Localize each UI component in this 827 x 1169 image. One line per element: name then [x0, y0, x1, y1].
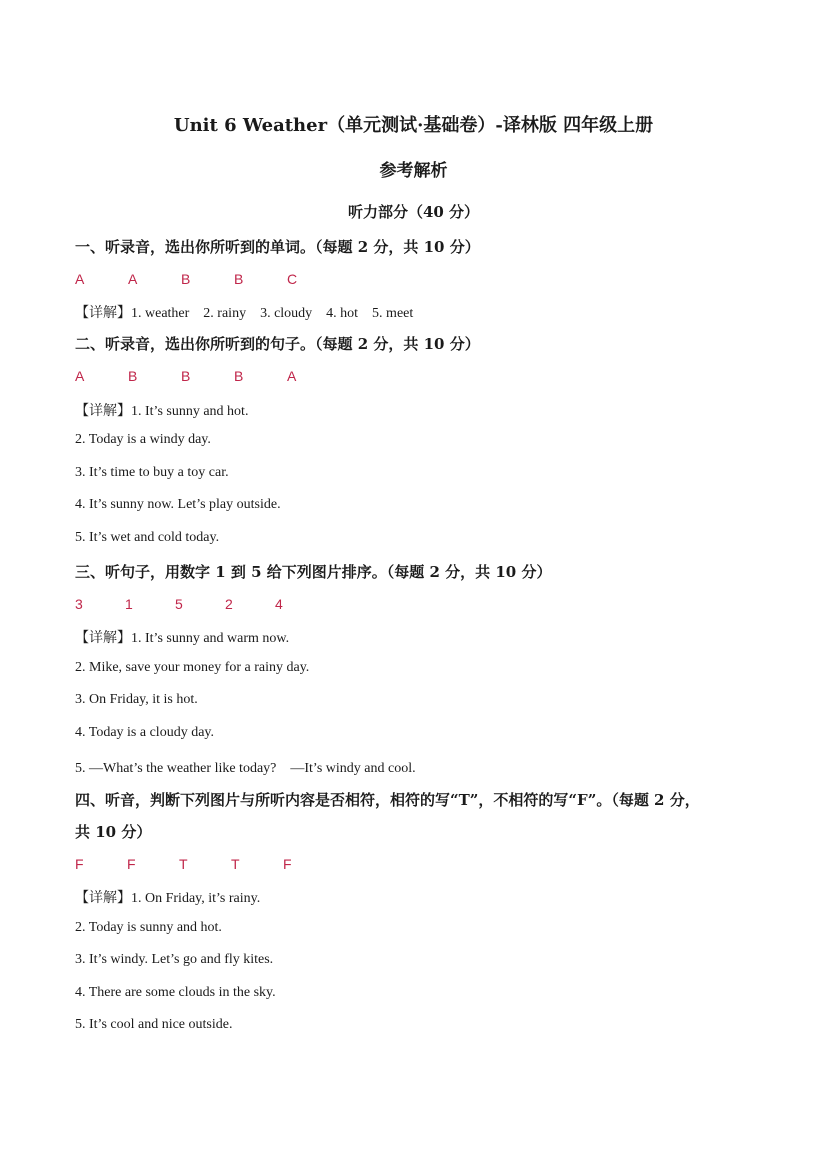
- answer-item: A: [75, 368, 85, 384]
- answer-item: 3: [75, 596, 83, 612]
- answer-item: 5: [175, 596, 183, 612]
- section-1-detail: [75, 302, 413, 322]
- document-subtitle: 参考解析: [379, 161, 448, 181]
- section-4-answers: [75, 856, 335, 872]
- answer-item: F: [75, 856, 84, 872]
- answer-item: A: [75, 271, 85, 287]
- answer-item: B: [234, 271, 244, 287]
- section-3-heading: 三、听句子，用数字 1 到 5 给下列图片排序。（每题 2 分，共 10 分）: [75, 563, 552, 581]
- detail-label: 【详解】: [75, 403, 131, 419]
- answer-item: B: [181, 368, 191, 384]
- section-3-detail-3: 3. On Friday, it is hot.: [75, 692, 198, 707]
- answer-item: A: [128, 271, 138, 287]
- answer-item: 4: [275, 596, 283, 612]
- section-3-answers: [75, 596, 325, 612]
- section-2-detail-2: 2. Today is a windy day.: [75, 432, 211, 447]
- answer-item: C: [287, 271, 298, 287]
- section-3-detail-2: 2. Mike, save your money for a rainy day.: [75, 660, 310, 675]
- document-title: Unit 6 Weather（单元测试·基础卷）-译林版 四年级上册: [173, 115, 654, 136]
- section-4-heading-cont: 共 10 分）: [75, 823, 152, 841]
- answer-item: 1: [125, 596, 133, 612]
- section-4-detail-4: 4. There are some clouds in the sky.: [75, 985, 276, 1000]
- section-1-heading: 一、听录音，选出你所听到的单词。（每题 2 分，共 10 分）: [75, 238, 480, 256]
- section-2-detail-4: 4. It’s sunny now. Let’s play outside.: [75, 497, 281, 512]
- section-3-detail-1: [75, 627, 289, 647]
- answer-item: F: [283, 856, 292, 872]
- section-4-detail-3: 3. It’s windy. Let’s go and fly kites.: [75, 952, 274, 967]
- section-2-detail-1: [75, 400, 248, 420]
- answer-item: T: [231, 856, 240, 872]
- detail-text: 1. It’s sunny and hot.: [131, 404, 249, 419]
- part-heading: 听力部分（40 分）: [347, 203, 480, 221]
- answer-item: A: [287, 368, 297, 384]
- detail-text: 1. weather 2. rainy 3. cloudy 4. hot 5. meet: [131, 306, 414, 321]
- section-2-detail-3: 3. It’s time to buy a toy car.: [75, 465, 229, 480]
- answer-item: T: [179, 856, 188, 872]
- answer-item: 2: [225, 596, 233, 612]
- section-3-detail-4: 4. Today is a cloudy day.: [75, 725, 214, 740]
- section-4-detail-2: 2. Today is sunny and hot.: [75, 920, 222, 935]
- detail-text: 1. On Friday, it’s rainy.: [131, 891, 261, 906]
- section-2-heading: 二、听录音，选出你所听到的句子。（每题 2 分，共 10 分）: [75, 335, 480, 353]
- detail-label: 【详解】: [75, 305, 131, 321]
- answer-item: B: [234, 368, 244, 384]
- detail-text: 1. It’s sunny and warm now.: [131, 631, 290, 646]
- answer-item: F: [127, 856, 136, 872]
- answer-item: B: [181, 271, 191, 287]
- section-2-detail-5: 5. It’s wet and cold today.: [75, 530, 220, 545]
- section-2-answers: [75, 368, 340, 384]
- section-1-answers: [75, 271, 340, 287]
- section-4-heading: 四、听音，判断下列图片与所听内容是否相符，相符的写“T”，不相符的写“F”。（每题 2 分，: [75, 791, 700, 809]
- answer-item: B: [128, 368, 138, 384]
- section-4-detail-5: 5. It’s cool and nice outside.: [75, 1017, 233, 1032]
- detail-label: 【详解】: [75, 630, 131, 646]
- section-4-detail-1: [75, 887, 260, 907]
- detail-label: 【详解】: [75, 890, 131, 906]
- section-3-detail-5: 5. —What’s the weather like today? —It’s windy and cool.: [75, 761, 416, 776]
